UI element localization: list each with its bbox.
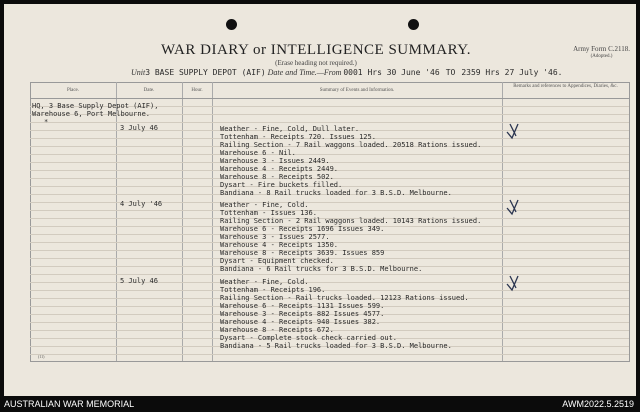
entry-line: Bandiana - 6 Rail trucks for 3 B.S.D. Melbourne.: [220, 265, 423, 273]
entry-line: Warehouse 6 - Receipts 1131 Issues 599.: [220, 302, 385, 310]
page-title: WAR DIARY or INTELLIGENCE SUMMARY.: [161, 42, 471, 58]
entry-line: Warehouse 6 - Nil.: [220, 149, 296, 157]
checkmark-icon: [504, 196, 524, 218]
entry-line: Warehouse 3 - Receipts 882 Issues 4577.: [220, 310, 385, 318]
to-label: TO: [445, 68, 456, 77]
entry-line: Warehouse 4 - Receipts 940 Issues 382.: [220, 318, 381, 326]
entry-line: Dysart - Fire buckets filled.: [220, 181, 343, 189]
entry-line: Bandiana - 8 Rail trucks loaded for 3 B.S.D. Melbourne.: [220, 189, 452, 197]
place-line-1: HQ, 3 Base Supply Depot (AIF),: [32, 102, 159, 110]
column-header-place: Place.: [66, 88, 80, 93]
column-header-summary: Summary of Events and Information.: [319, 88, 395, 93]
column-divider: [212, 82, 213, 361]
ruled-line: [30, 354, 629, 355]
place-line-2: Warehouse 6, Port Melbourne.: [32, 110, 151, 118]
entry-line: Railing Section - Rail trucks loaded. 12123 Rations issued.: [220, 294, 469, 302]
form-number-label: Army Form C.2118.: [573, 45, 630, 53]
form-adopted-label: (Adopted.): [590, 53, 613, 59]
entry-date: 5 July 46: [120, 277, 158, 285]
entry-line: Warehouse 4 - Receipts 1350.: [220, 241, 339, 249]
unit-prefix: Unit: [131, 68, 146, 77]
unit-line: [131, 68, 562, 77]
entry-line: Weather - Fine, Cold.: [220, 201, 309, 209]
entry-line: Warehouse 3 - Issues 2577.: [220, 233, 330, 241]
entry-line: Warehouse 3 - Issues 2449.: [220, 157, 330, 165]
ruled-line: [30, 290, 629, 291]
entry-line: Tottenham - Receipts 196.: [220, 286, 326, 294]
entry-line: Tottenham - Receipts 720. Issues 125.: [220, 133, 376, 141]
entry-date: 4 July '46: [120, 200, 163, 208]
entry-line: Weather - Fine, Cold, Dull later.: [220, 125, 360, 133]
ruled-line: [30, 274, 629, 275]
from-value: 0001 Hrs 30 June '46: [343, 68, 440, 77]
ruled-line: [30, 210, 629, 211]
entry-line: Railing Section - 7 Rail waggons loaded. 20518 Rations issued.: [220, 141, 482, 149]
ruled-line: [30, 154, 629, 155]
punch-hole-left: [226, 19, 237, 30]
column-divider: [116, 82, 117, 361]
entry-line: Bandiana - 5 Rail trucks loaded for 3 B.S.D. Melbourne.: [220, 342, 452, 350]
entry-line: Weather - Fine, Cold.: [220, 278, 309, 286]
datetime-label: Date and Time.—From: [267, 68, 342, 77]
archive-credit: AUSTRALIAN WAR MEMORIAL: [4, 399, 135, 409]
header-rule: [30, 98, 629, 99]
column-header-date: Date.: [143, 88, 155, 93]
entry-line: Warehouse 8 - Receipts 502.: [220, 173, 334, 181]
army-form-number: [573, 46, 630, 59]
unit-value: 3 BASE SUPPLY DEPOT (AIF): [145, 68, 266, 77]
entry-line: Warehouse 8 - Receipts 672.: [220, 326, 334, 334]
place-mark: *: [44, 118, 49, 126]
entry-line: Dysart - Complete stock check carried out.: [220, 334, 398, 342]
entry-line: Warehouse 4 - Receipts 2449.: [220, 165, 339, 173]
entry-line: Dysart - Equipment checked.: [220, 257, 334, 265]
page-subtitle: (Erase heading not required.): [275, 59, 357, 67]
archive-reference: AWM2022.5.2519: [562, 399, 634, 409]
entry-date: 3 July 46: [120, 124, 158, 132]
entry-line: Tottenham - Issues 136.: [220, 209, 317, 217]
column-divider: [502, 82, 503, 361]
column-header-hour: Hour.: [191, 88, 203, 93]
column-divider: [182, 82, 183, 361]
entry-line: Warehouse 8 - Receipts 3639. Issues 859: [220, 249, 385, 257]
to-value: 2359 Hrs 27 July '46.: [461, 68, 563, 77]
punch-hole-right: [408, 19, 419, 30]
form-footnote: (11): [38, 354, 45, 359]
ruled-line: [30, 122, 629, 123]
column-header-remarks: Remarks and references to Appendices, Diaries, &c.: [513, 84, 618, 89]
checkmark-icon: [504, 120, 524, 142]
entry-line: Warehouse 6 - Receipts 1696 Issues 349.: [220, 225, 385, 233]
checkmark-icon: [504, 272, 524, 294]
entry-line: Railing Section - 2 Rail waggons loaded. 10143 Rations issued.: [220, 217, 482, 225]
